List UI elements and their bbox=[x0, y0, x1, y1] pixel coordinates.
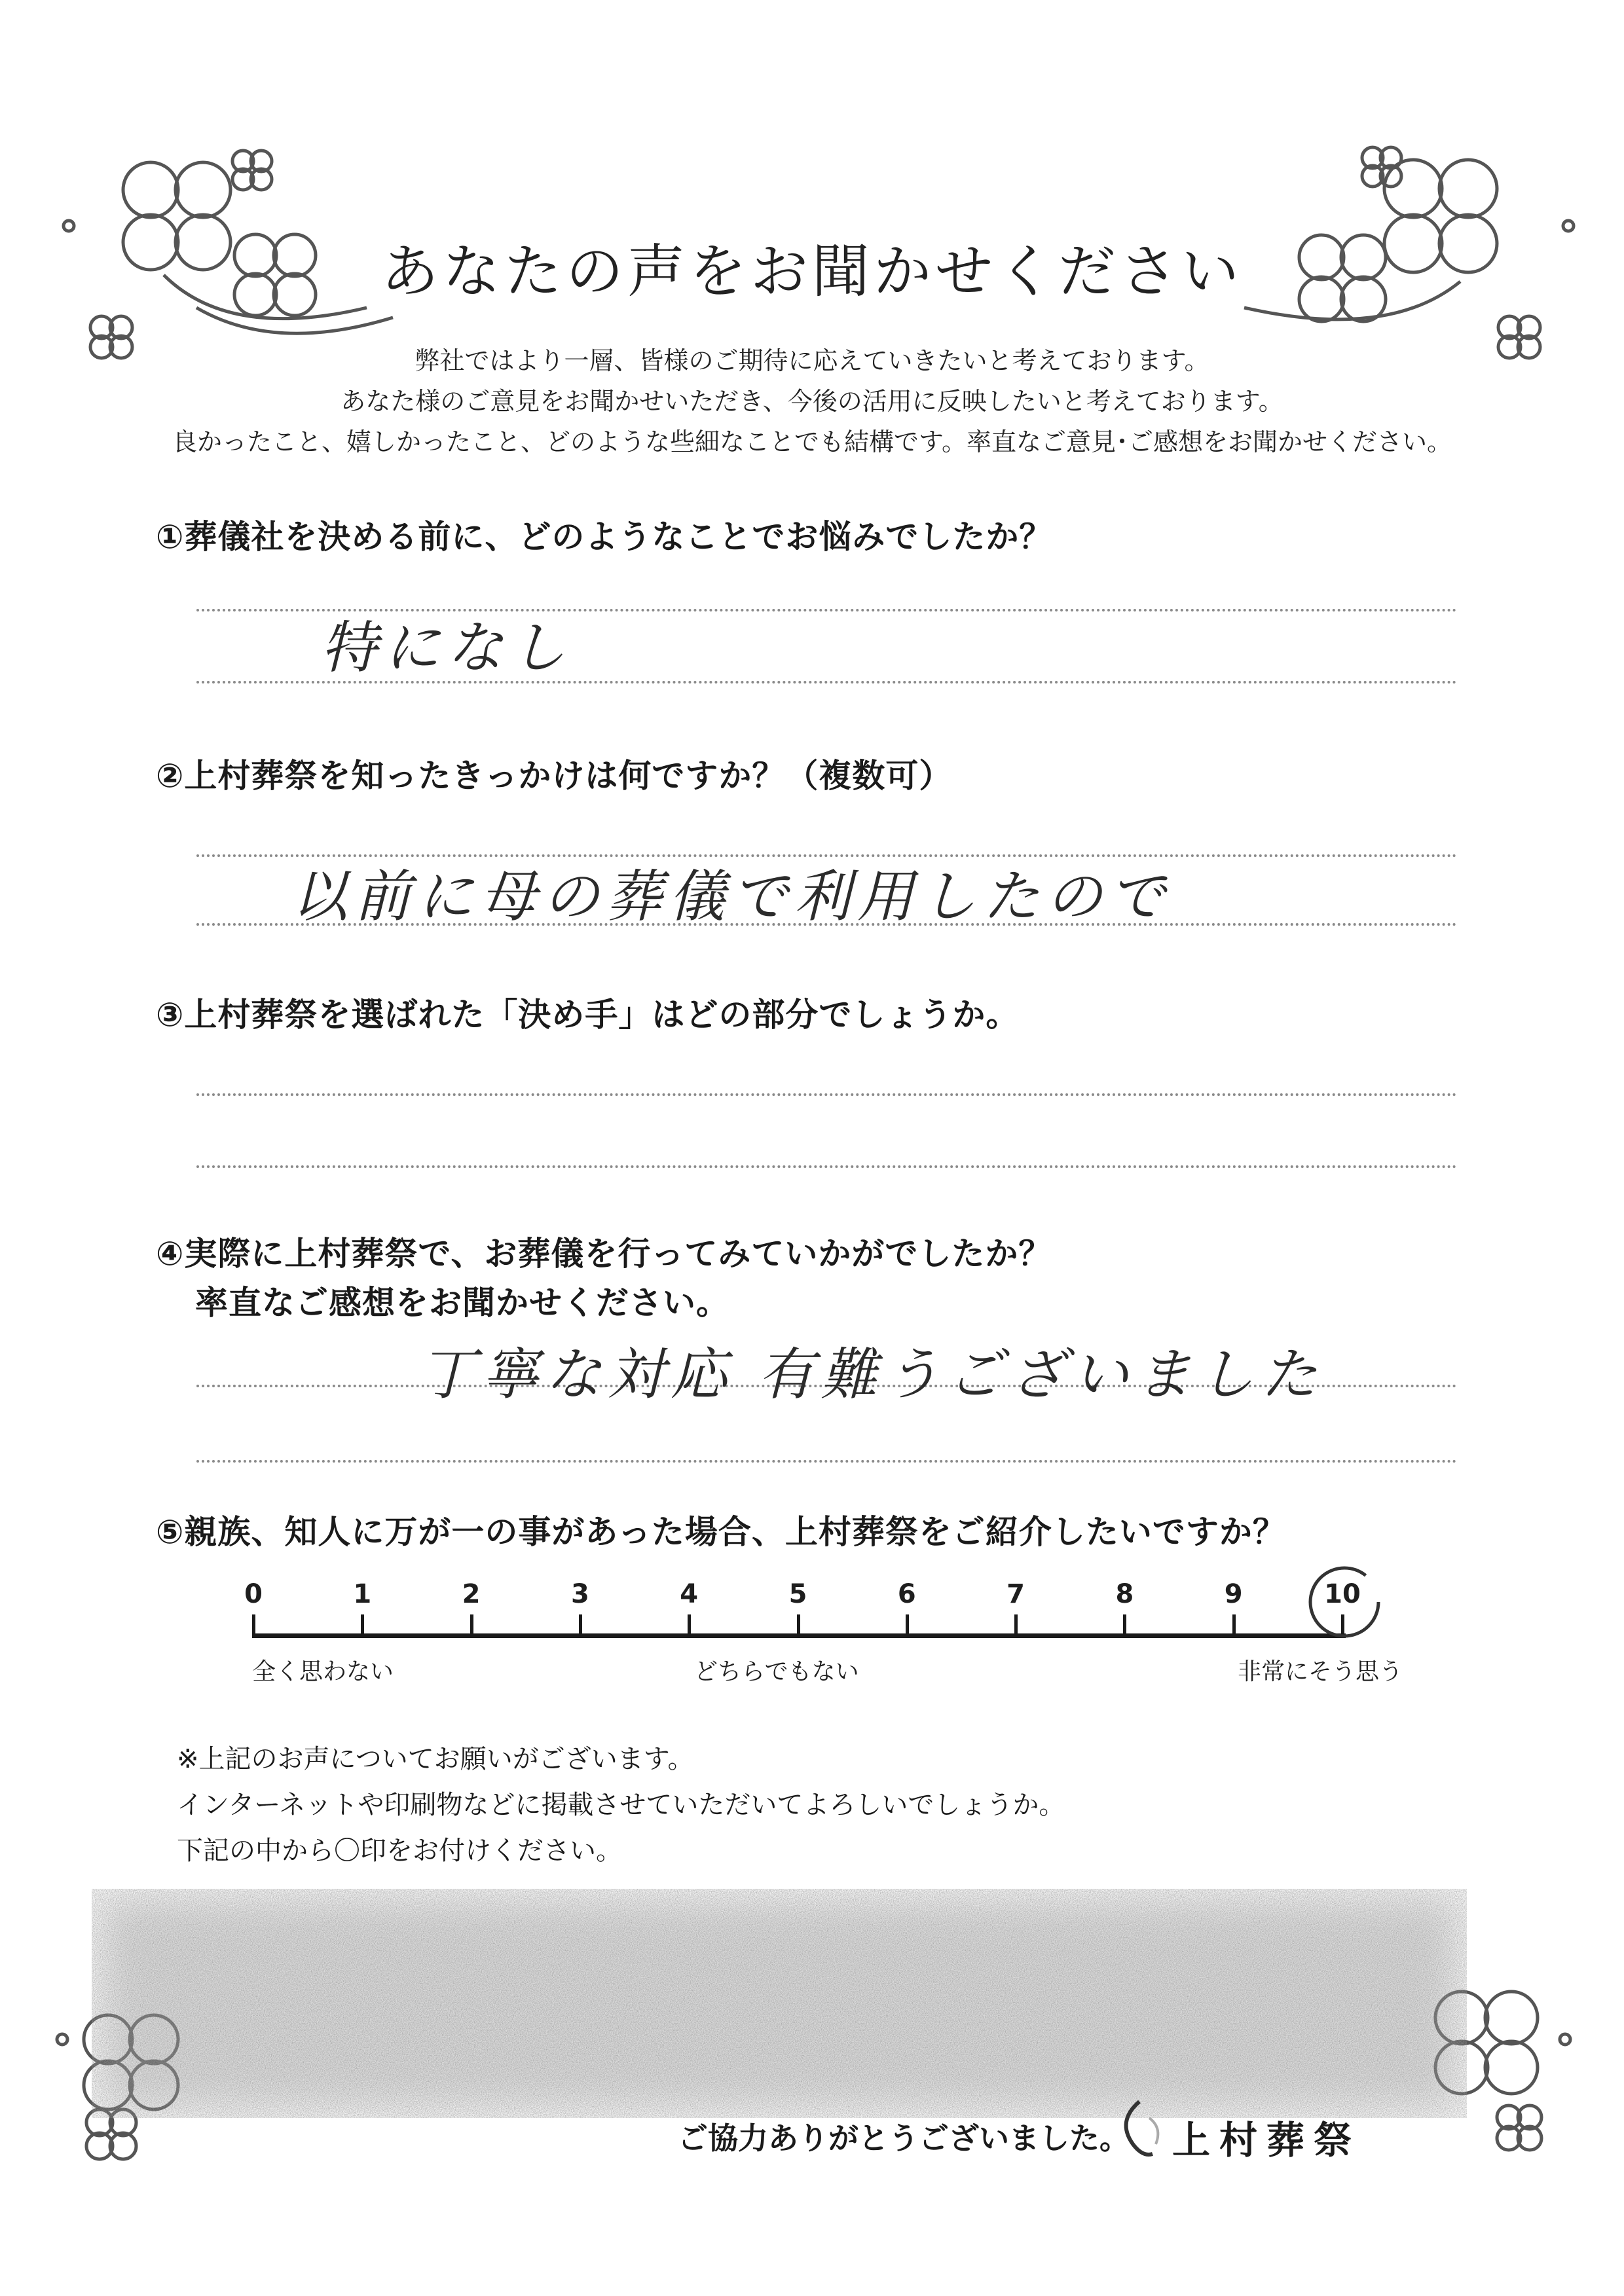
scale-label-high: 非常にそう思う bbox=[1238, 1658, 1403, 1685]
answer-1-handwritten: 特になし bbox=[321, 615, 572, 681]
scale-number[interactable]: 3 bbox=[570, 1579, 589, 1609]
company-logo-text: 上村葬祭 bbox=[1172, 2118, 1361, 2162]
scale-label-mid: どちらでもない bbox=[694, 1658, 859, 1685]
logo-mark bbox=[1113, 2092, 1172, 2164]
answer-line bbox=[196, 1093, 1457, 1096]
clover-icon bbox=[232, 151, 272, 190]
question-3: ③上村葬祭を選ばれた「決め手」はどの部分でしょうか。 bbox=[156, 996, 1020, 1034]
redacted-area bbox=[92, 1889, 1467, 2118]
scale-number[interactable]: 4 bbox=[680, 1579, 699, 1609]
scale-number[interactable]: 2 bbox=[462, 1579, 481, 1609]
scale-number[interactable]: 7 bbox=[1006, 1579, 1025, 1609]
scale-number[interactable]: 0 bbox=[244, 1579, 263, 1609]
thanks-message: ご協力ありがとうございました。 bbox=[678, 2121, 1130, 2156]
scale-number[interactable]: 5 bbox=[788, 1579, 807, 1609]
scale-label-low: 全く思わない bbox=[252, 1658, 394, 1685]
answer-4-handwritten: 丁寧な対応 有難うございました bbox=[419, 1342, 1324, 1408]
selected-circle-mark bbox=[1300, 1561, 1392, 1647]
note-line: インターネットや印刷物などに掲載させていただいてよろしいでしょうか。 bbox=[177, 1790, 1065, 1820]
question-4-sub: 率直なご感想をお聞かせください。 bbox=[195, 1284, 729, 1322]
note-line: ※上記のお声についてお願いがございます。 bbox=[177, 1744, 694, 1774]
question-4: ④実際に上村葬祭で、お葬儀を行ってみていかがでしたか？ bbox=[156, 1235, 1052, 1273]
intro-line: 良かったこと、嬉しかったこと、どのような些細なことでも結構です。率直なご意見･ご感想をお聞かせください。 bbox=[172, 428, 1452, 456]
answer-2-handwritten: 以前に母の葬儀で利用したので bbox=[291, 864, 1172, 930]
scale-number[interactable]: 9 bbox=[1224, 1579, 1243, 1609]
scale-number[interactable]: 6 bbox=[897, 1579, 916, 1609]
question-1: ①葬儀社を決める前に、どのようなことでお悩みでしたか？ bbox=[156, 518, 1053, 556]
intro-line: あなた様のご意見をお聞かせいただき、今後の活用に反映したいと考えております。 bbox=[341, 387, 1283, 416]
clover-icon bbox=[1362, 147, 1401, 187]
scale-number[interactable]: 8 bbox=[1115, 1579, 1134, 1609]
note-line: 下記の中から〇印をお付けください。 bbox=[177, 1836, 622, 1866]
answer-line bbox=[196, 1165, 1457, 1168]
scale-line bbox=[252, 1633, 1346, 1638]
intro-line: 弊社ではより一層、皆様のご期待に応えていきたいと考えております。 bbox=[415, 346, 1209, 375]
scale-number[interactable]: 1 bbox=[353, 1579, 372, 1609]
question-2: ②上村葬祭を知ったきっかけは何ですか？（複数可） bbox=[156, 757, 953, 795]
clover-icon bbox=[1497, 2105, 1541, 2150]
question-5: ⑤親族、知人に万が一の事があった場合、上村葬祭をご紹介したいですか？ bbox=[156, 1513, 1286, 1551]
answer-line bbox=[196, 1460, 1457, 1463]
page-title: あなたの声をお聞かせください bbox=[380, 238, 1243, 305]
scale-number[interactable]: 10 bbox=[1324, 1579, 1361, 1609]
